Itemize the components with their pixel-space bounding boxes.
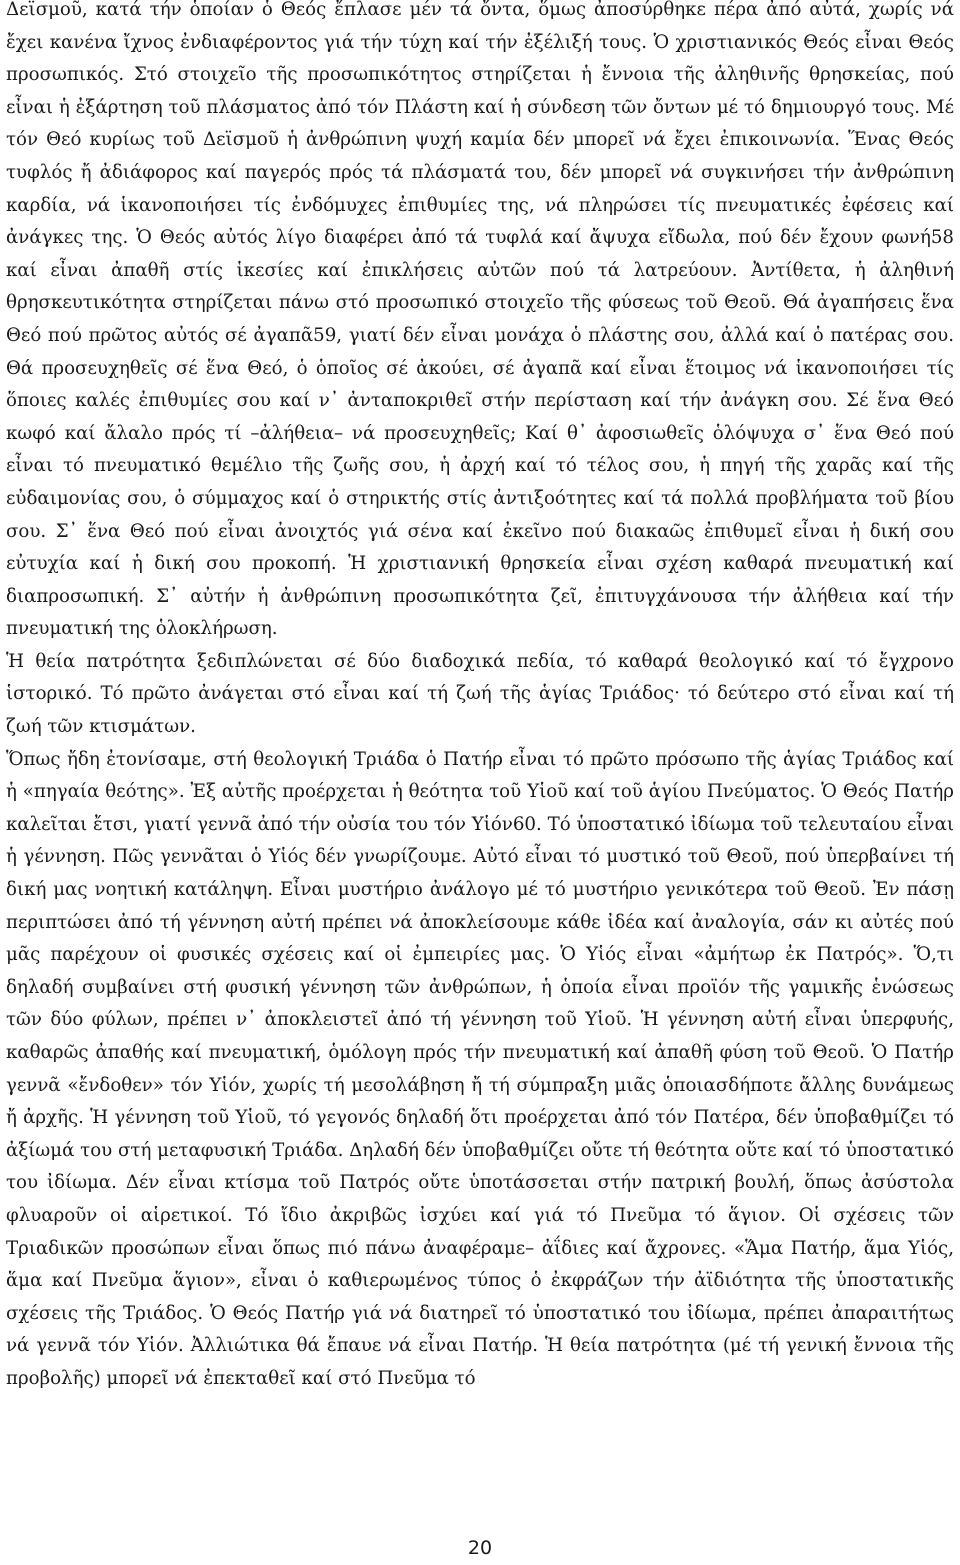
paragraph-2: Ἡ θεία πατρότητα ξεδιπλώνεται σέ δύο διαδοχικά πεδία, τό καθαρά θεολογικό καί τό ἔγχρονο ἱστορικό. Τό πρῶτο ἀνάγεται στό εἶναι καί τή ζωή τῆς ἁγίας Τριάδος· τό δεύτερο στό εἶναι καί τή ζωή τῶν κτισμάτων. bbox=[6, 650, 954, 738]
body-text bbox=[6, 0, 954, 1396]
paragraph-3: Ὅπως ἤδη ἐτονίσαμε, στή θεολογική Τριάδα ὁ Πατήρ εἶναι τό πρῶτο πρόσωπο τῆς ἁγίας Τριάδος καί ἡ «πηγαία θεότης». Ἐξ αὐτῆς προέρχεται ἡ θεότητα τοῦ Υἱοῦ καί τοῦ ἁγίου Πνεύματος. Ὁ Θεός Πατήρ καλεῖται ἔτσι, γιατί γεννᾶ ἀπό τήν οὐσία του τόν Υἱόν60. Τό ὑποστατικό ἰδίωμα τοῦ τελευταίου εἶναι ἡ γέννηση. Πῶς γεννᾶται ὁ Υἱός δέν γνωρίζουμε. Αὐτό εἶναι τό μυστικό τοῦ Θεοῦ, πού ὑπερβαίνει τή δική μας νοητική κατάληψη. Εἶναι μυστήριο ἀνάλογο μέ τό μυστήριο γενικότερα τοῦ Θεοῦ. Ἐν πάσῃ περιπτώσει ἀπό τή γέννηση αὐτή πρέπει νά ἀποκλείσουμε κάθε ἰδέα καί ἀναλογία, σάν κι αὐτές πού μᾶς παρέχουν οἱ φυσικές σχέσεις καί οἱ ἐμπειρίες μας. Ὁ Υἱός εἶναι «ἀμήτωρ ἐκ Πατρός». Ὅ,τι δηλαδή συμβαίνει στή φυσική γέννηση τῶν ἀνθρώπων, ἡ ὁποία εἶναι προϊόν τῆς γαμικῆς ἑνώσεως τῶν δύο φύλων, πρέπει ν᾿ ἀποκλειστεῖ ἀπό τή γέννηση τοῦ Υἱοῦ. Ἡ γέννηση αὐτή εἶναι ὑπερφυής, καθαρῶς ἀπαθής καί πνευματική, ὁμόλογη πρός τήν πνευματική καί ἀπαθῆ φύση τοῦ Θεοῦ. Ὁ Πατήρ γεννᾶ «ἔνδοθεν» τόν Υἱόν, χωρίς τή μεσολάβηση ἤ τή σύμπραξη μιᾶς ὁποιασδήποτε ἄλλης δυνάμεως ἤ ἀρχῆς. Ἡ γέννηση τοῦ Υἱοῦ, τό γεγονός δηλαδή ὅτι προέρχεται ἀπό τόν Πατέρα, δέν ὑποβαθμίζει τό ἀξίωμά του στή μεταφυσική Τριάδα. Δηλαδή δέν ὑποβαθμίζει οὔτε τή θεότητα οὔτε καί τό ὑποστατικό του ἰδίωμα. Δέν εἶναι κτίσμα τοῦ Πατρός οὔτε ὑποτάσσεται στήν πατρική βουλή, ὅπως ἀσύστολα φλυαροῦν οἱ αἱρετικοί. Τό ἴδιο ἀκριβῶς ἰσχύει καί γιά τό Πνεῦμα τό ἅγιον. Οἱ σχέσεις τῶν Τριαδικῶν προσώπων εἶναι ὅπως πιό πάνω ἀναφέραμε– ἀΐδιες καί ἄχρονες. «Ἅμα Πατήρ, ἅμα Υἱός, ἅμα καί Πνεῦμα ἅγιον», εἶναι ὁ καθιερωμένος τύπος ὁ ἐκφράζων τήν ἀϊδιότητα τῆς ὑποστατικῆς σχέσεις τῆς Τριάδος. Ὁ Θεός Πατήρ γιά νά διατηρεῖ τό ὑποστατικό του ἰδίωμα, πρέπει ἀπαραιτήτως νά γεννᾶ τόν Υἱόν. Ἀλλιώτικα θά ἔπαυε νά εἶναι Πατήρ. Ἡ θεία πατρότητα (μέ τή γενική ἔννοια τῆς προβολῆς) μπορεῖ νά ἐπεκταθεῖ καί στό Πνεῦμα τό bbox=[6, 748, 954, 1389]
page-number: 20 bbox=[467, 1537, 493, 1559]
paragraph-1: Δεϊσμοῦ, κατά τήν ὁποίαν ὁ Θεός ἔπλασε μέν τά ὄντα, ὅμως ἀποσύρθηκε πέρα ἀπό αὐτά, χωρίς νά ἔχει κανένα ἴχνος ἐνδιαφέροντος γιά τήν τύχη καί τήν ἐξέλιξή τους. Ὁ χριστιανικός Θεός εἶναι Θεός προσωπικός. Στό στοιχεῖο τῆς προσωπικότητος στηρίζεται ἡ ἔννοια τῆς ἀληθινῆς θρησκείας, πού εἶναι ἡ ἐξάρτηση τοῦ πλάσματος ἀπό τόν Πλάστη καί ἡ σύνδεση τῶν ὄντων μέ τό δημιουργό τους. Μέ τόν Θεό κυρίως τοῦ Δεϊσμοῦ ἡ ἀνθρώπινη ψυχή καμία δέν μπορεῖ νά ἔχει ἐπικοινωνία. Ἕνας Θεός τυφλός ἤ ἀδιάφορος καί παγερός πρός τά πλάσματά του, δέν μπορεῖ νά συγκινήσει τήν ἀνθρώπινη καρδία, νά ἱκανοποιήσει τίς ἐνδόμυχες ἐπιθυμίες της, νά πληρώσει τίς πνευματικές ἐφέσεις καί ἀνάγκες της. Ὁ Θεός αὐτός λίγο διαφέρει ἀπό τά τυφλά καί ἄψυχα εἴδωλα, πού δέν ἔχουν φωνή58 καί εἶναι ἀπαθῆ στίς ἱκεσίες καί ἐπικλήσεις αὐτῶν πού τά λατρεύουν. Ἀντίθετα, ἡ ἀληθινή θρησκευτικότητα στηρίζεται πάνω στό προσωπικό στοιχεῖο τῆς φύσεως τοῦ Θεοῦ. Θά ἀγαπήσεις ἕνα Θεό πού πρῶτος αὐτός σέ ἀγαπᾶ59, γιατί δέν εἶναι μονάχα ὁ πλάστης σου, ἀλλά καί ὁ πατέρας σου. Θά προσευχηθεῖς σέ ἕνα Θεό, ὁ ὁποῖος σέ ἀκούει, σέ ἀγαπᾶ καί εἶναι ἕτοιμος νά ἱκανοποιήσει τίς ὅποιες καλές ἐπιθυμίες σου καί ν᾿ ἀνταποκριθεῖ στήν περίσταση καί τήν ἀνάγκη σου. Σέ ἕνα Θεό κωφό καί ἄλαλο πρός τί –ἀλήθεια– νά προσευχηθεῖς; Καί θ᾿ ἀφοσιωθεῖς ὁλόψυχα σ᾿ ἕνα Θεό πού εἶναι τό πνευματικό θεμέλιο τῆς ζωῆς σου, ἡ ἀρχή καί τό τέλος σου, ἡ πηγή τῆς χαρᾶς καί τῆς εὐδαιμονίας σου, ὁ σύμμαχος καί ὁ στηρικτής στίς ἀντιξοότητες καί τά πολλά προβλήματα τοῦ βίου σου. Σ᾿ ἕνα Θεό πού εἶναι ἀνοιχτός γιά σένα καί ἐκεῖνο πού διακαῶς ἐπιθυμεῖ εἶναι ἡ δική σου εὐτυχία καί ἡ δική σου προκοπή. Ἡ χριστιανική θρησκεία εἶναι σχέση καθαρά πνευματική καί διαπροσωπική. Σ᾿ αὐτήν ἡ ἀνθρώπινη προσωπικότητα ζεῖ, ἐπιτυγχάνουσα τήν ἀλήθεια καί τήν πνευματική της ὁλοκλήρωση. bbox=[6, 0, 954, 640]
